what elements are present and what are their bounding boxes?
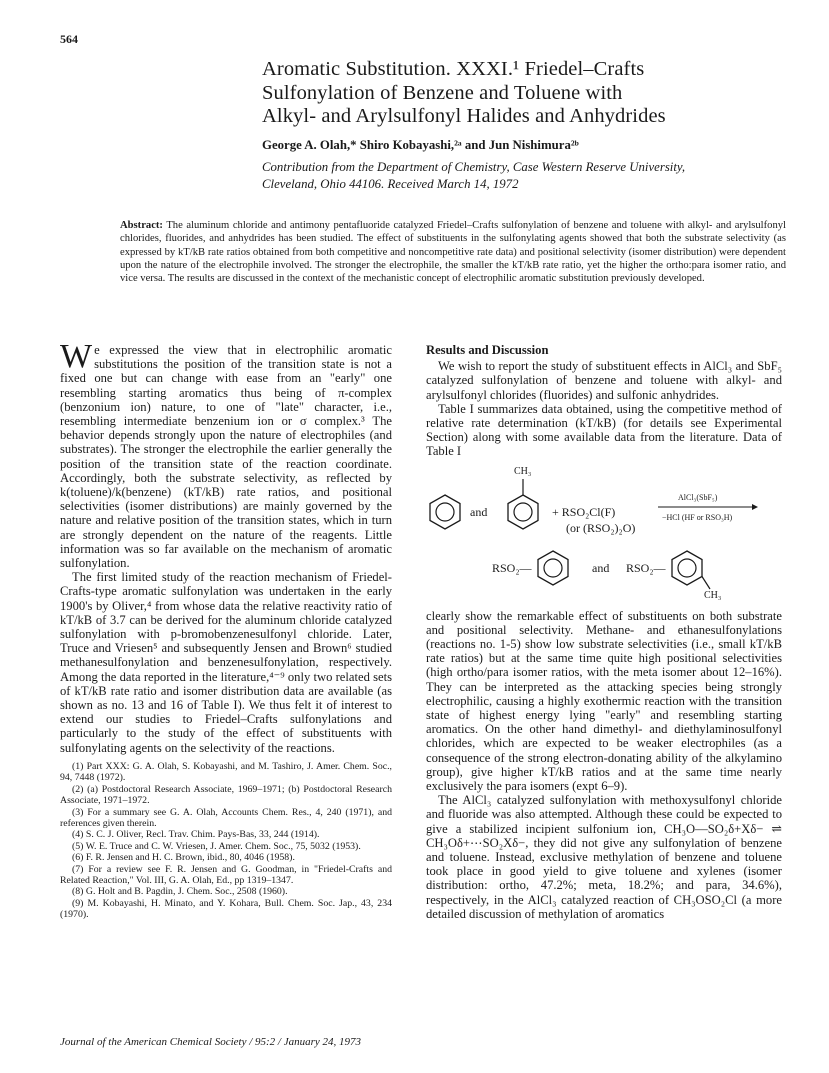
scheme-and-1: and <box>470 504 488 519</box>
product-2-label: RSO₂— <box>626 560 666 575</box>
results-paragraph-1: We wish to report the study of substituent effects in AlCl₃ and SbF₅ catalyzed sulfonylation of benzene and toluene with alkyl- and arylsulfonyl chlorides (fluorides) and sulfonic anhydrides. <box>426 359 782 402</box>
article-title <box>262 58 782 129</box>
affiliation <box>262 159 792 193</box>
scheme-reagent: + RSO₂Cl(F) <box>552 504 616 519</box>
paragraph-prior-work: The first limited study of the reaction mechanism of Friedel-Crafts-type aromatic sulfonylation was undertaken in the early 1900's by Oliver,⁴ from whose data the relative reactivity ratio of kT/kB of 3.7 can be derived for the aluminum chloride catalyzed sulfonylation with p-bromobenzenesulfonyl chloride. Later, Truce and Vriesen⁵ and subsequently Jensen and Brown⁶ studied methanesulfonylation and benzenesulfonylation, respectively. Among the data reported in the literature,⁴⁻⁹ only two related sets of kT/kB rate ratio and isomer distribution data are available (as shown as no. 13 and 16 of Table I). We thus felt it of interest to extend our studies to Friedel–Crafts sulfonylations and particularly to the study of the effect of substituents with sulfonylating agents on the selectivity of the reactions. <box>60 570 392 755</box>
footnote: (8) G. Holt and B. Pagdin, J. Chem. Soc., 2508 (1960). <box>72 886 288 898</box>
scheme-byproduct: −HCl (HF or RSO₃H) <box>662 512 733 522</box>
title-line-2: Sulfonylation of Benzene and Toluene with <box>262 81 623 104</box>
results-paragraph-4: The AlCl₃ catalyzed sulfonylation with methoxysulfonyl chloride and fluoride was also attempted. Although these could be expected to give a stabilized incipient sulfonium ion, CH₃O—SO₂δ+Xδ− ⇌ CH₃Oδ+⋯SO₂Xδ−, they did not give any sulfonylation of benzene and toluene. Instead, exclusive methylation of benzene and toluene took place in good yield to give toluene and xylenes (isomer distribution: ortho, 47.2%; meta, 18.2%; and para, 34.6%), respectively, in the AlCl₃ catalyzed reaction of CH₃OSO₂Cl (a more detailed discussion of methylation of aromatics <box>426 793 782 921</box>
results-paragraph-2: Table I summarizes data obtained, using the competitive method of relative rate determination (kT/kB) (for details see Experimental Section) along with some available data from the literature. Data of Table I <box>426 401 782 459</box>
abstract <box>120 219 786 285</box>
title-line-1: Aromatic Substitution. XXXI.¹ Friedel–Crafts <box>262 58 645 80</box>
footnote: (5) W. E. Truce and C. W. Vriesen, J. Amer. Chem. Soc., 75, 5032 (1953). <box>72 840 361 852</box>
reaction-scheme <box>426 463 782 603</box>
title-line-3: Alkyl- and Arylsulfonyl Halides and Anhydrides <box>262 105 666 127</box>
footnotes <box>60 761 392 921</box>
scheme-reagent-alt: (or (RSO₂)₂O) <box>566 520 636 535</box>
intro-paragraph <box>60 338 392 571</box>
reaction-arrow <box>658 503 758 511</box>
intro-paragraph-text: e expressed the view that in electrophilic aromatic substitutions the position of the transition state is not a fixed one but can change with ease from an "early" one resembling starting aromatics thus being of π-complex (benzonium ion) nature, to one of "late" character, i.e., resembling intermediate benzenium ion or σ complex.³ The behavior depends strongly upon the nature of electrophiles (and substrates). The stronger the electrophile the earlier generally the position of the transition state of the reaction coordinate. Accordingly, both the substrate selectivity, as reflected by k(toluene)/k(benzene) (kT/kB) rate ratios, and positional selectivities (isomer distributions) are mainly governed by the nature and relative position of the transition states, which in turn are strongly dependent on the nature of the reagents. Little information was so far available on the mechanism of aromatic sulfonylation. <box>60 343 392 571</box>
right-column <box>426 343 782 921</box>
footnote: (6) F. R. Jensen and H. C. Brown, ibid., 80, 4046 (1958). <box>72 852 295 864</box>
scheme-catalyst: AlCl₃(SbF₅) <box>678 492 718 502</box>
footnote: (9) M. Kobayashi, H. Minato, and Y. Kohara, Bull. Chem. Soc. Jap., 43, 234 (1970). <box>60 897 392 921</box>
journal-footer: Journal of the American Chemical Society / 95:2 / January 24, 1973 <box>60 1036 362 1048</box>
footnote: (4) S. C. J. Oliver, Recl. Trav. Chim. Pays-Bas, 33, 244 (1914). <box>72 829 320 841</box>
page-number: 564 <box>60 32 78 46</box>
footnote: (1) Part XXX: G. A. Olah, S. Kobayashi, and M. Tashiro, J. Amer. Chem. Soc., 94, 7448 (1972). <box>60 760 392 784</box>
footnote: (3) For a summary see G. A. Olah, Accounts Chem. Res., 4, 240 (1971), and references given therein. <box>60 806 392 829</box>
abstract-label: Abstract: <box>120 220 163 231</box>
benzene-ring-structure <box>428 493 462 531</box>
abstract-text: The aluminum chloride and antimony pentafluoride catalyzed Friedel–Crafts sulfonylation of benzene and toluene with alkyl- and arylsulfonyl chlorides, fluorides, and anhydrides has been studied. The effect of substituents in the sulfonylating agents showed that both the substrate selectivity (as expressed by kT/kB rate ratios obtained from both competitive and noncompetitive rate data) and positional selectivity (isomer distribution) were dependent upon the nature of the electrophile involved. The stronger the electrophile, the smaller the kT/kB rate ratio, yet the higher the ortho:para isomer ratio, and vice versa. The results are discussed in the context of the mechanistic concept of electrophilic aromatic substitution previously developed. <box>120 220 786 285</box>
footnote: (2) (a) Postdoctoral Research Associate, 1969–1971; (b) Postdoctoral Research Associate, 1971–1972. <box>60 783 392 807</box>
scheme-and-2: and <box>592 560 610 575</box>
results-paragraph-3: clearly show the remarkable effect of substituents on both substrate and positional selectivity. Methane- and ethanesulfonylations (reactions no. 1-5) show low substrate selectivities (i.e., small kT/kB rate ratios) but at the same time quite high positional selectivities (high ortho/para isomer ratios, with the meta isomer about 12–16%). They can be interpreted as the attacking species being strongly electrophilic, causing a highly exothermic reaction with the transition state of highest energy lying "early" and resembling starting aromatics. On the other hand dimethyl- and diethylaminosulfonyl chlorides, which are expected to be weaker electrophiles (as a consequence of the strong electron-donating ability of the alkylamino group), give higher kT/kB ratios and at the same time nearly exclusively the para isomers (expt 6–9). <box>426 608 782 794</box>
product-2-ch3-label: CH₃ <box>704 589 722 601</box>
toluene-ch3-label: CH₃ <box>514 465 532 477</box>
left-column <box>60 338 392 921</box>
affiliation-line-1: Contribution from the Department of Chemistry, Case Western Reserve University, <box>262 160 686 174</box>
footnote: (7) For a review see F. R. Jensen and G. Goodman, in "Friedel-Crafts and Related Reaction," Vol. III, G. A. Olah, Ed., pp 1319–1347. <box>60 863 392 886</box>
toluene-ring-structure <box>506 477 540 531</box>
product-1-ring-structure <box>536 549 570 587</box>
affiliation-line-2: Cleveland, Ohio 44106. Received March 14, 1972 <box>262 177 519 191</box>
product-1-label: RSO₂— <box>492 560 532 575</box>
section-heading: Results and Discussion <box>426 343 549 357</box>
authors: George A. Olah,* Shiro Kobayashi,²ᵃ and Jun Nishimura²ᵇ <box>262 138 579 152</box>
drop-cap: W <box>60 338 93 375</box>
